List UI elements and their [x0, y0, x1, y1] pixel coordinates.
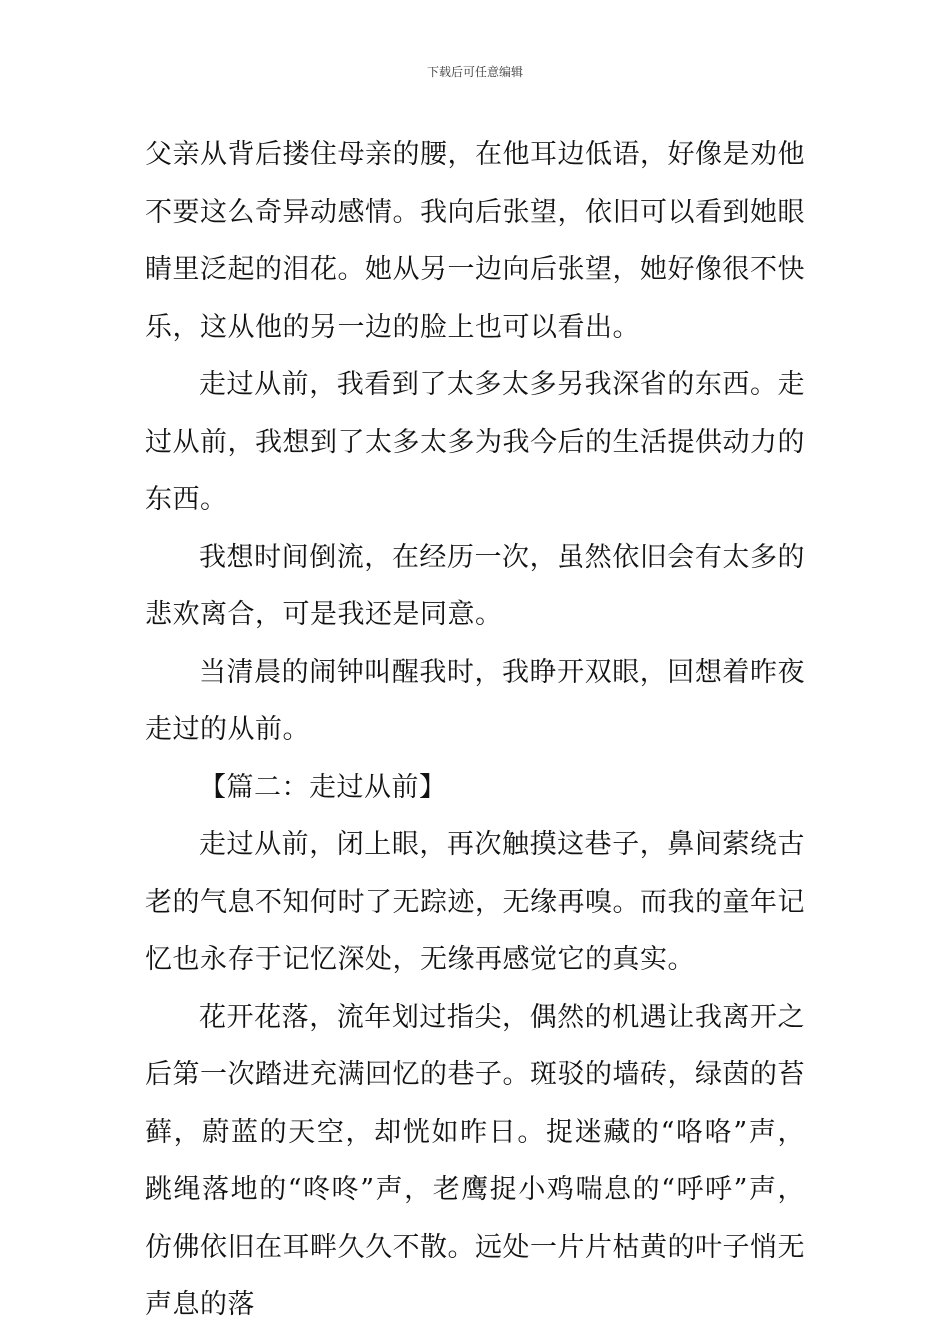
paragraph-2: 走过从前，我看到了太多太多另我深省的东西。走过从前，我想到了太多太多为我今后的生活提供动力的东西。: [145, 369, 805, 515]
paragraph-5: 走过从前，闭上眼，再次触摸这巷子，鼻间萦绕古老的气息不知何时了无踪迹，无缘再嗅。而我的童年记忆也永存于记忆深处，无缘再感觉它的真实。: [145, 829, 805, 975]
section-heading: 【篇二：走过从前】: [199, 771, 447, 803]
paragraph-4: 当清晨的闹钟叫醒我时，我睁开双眼，回想着昨夜走过的从前。: [145, 656, 805, 745]
paragraph-3: 我想时间倒流，在经历一次，虽然依旧会有太多的悲欢离合，可是我还是同意。: [145, 541, 805, 630]
paragraph-6: 花开花落，流年划过指尖，偶然的机遇让我离开之后第一次踏进充满回忆的巷子。斑驳的墙砖，绿茵的苔藓，蔚蓝的天空，却恍如昨日。捉迷藏的“咯咯”声，跳绳落地的“咚咚”声，老鹰捉小鸡喘息的“呼呼”声，仿佛依旧在耳畔久久不散。远处一片片枯黄的叶子悄无声息的落: [145, 1001, 805, 1320]
document-body: [145, 126, 805, 1334]
paragraph-1: 父亲从背后搂住母亲的腰，在他耳边低语，好像是劝他不要这么奇异动感情。我向后张望，依旧可以看到她眼睛里泛起的泪花。她从另一边向后张望，她好像很不快乐，这从他的另一边的脸上也可以看出。: [145, 139, 805, 343]
page-header-note: 下载后可任意编辑: [426, 65, 523, 79]
